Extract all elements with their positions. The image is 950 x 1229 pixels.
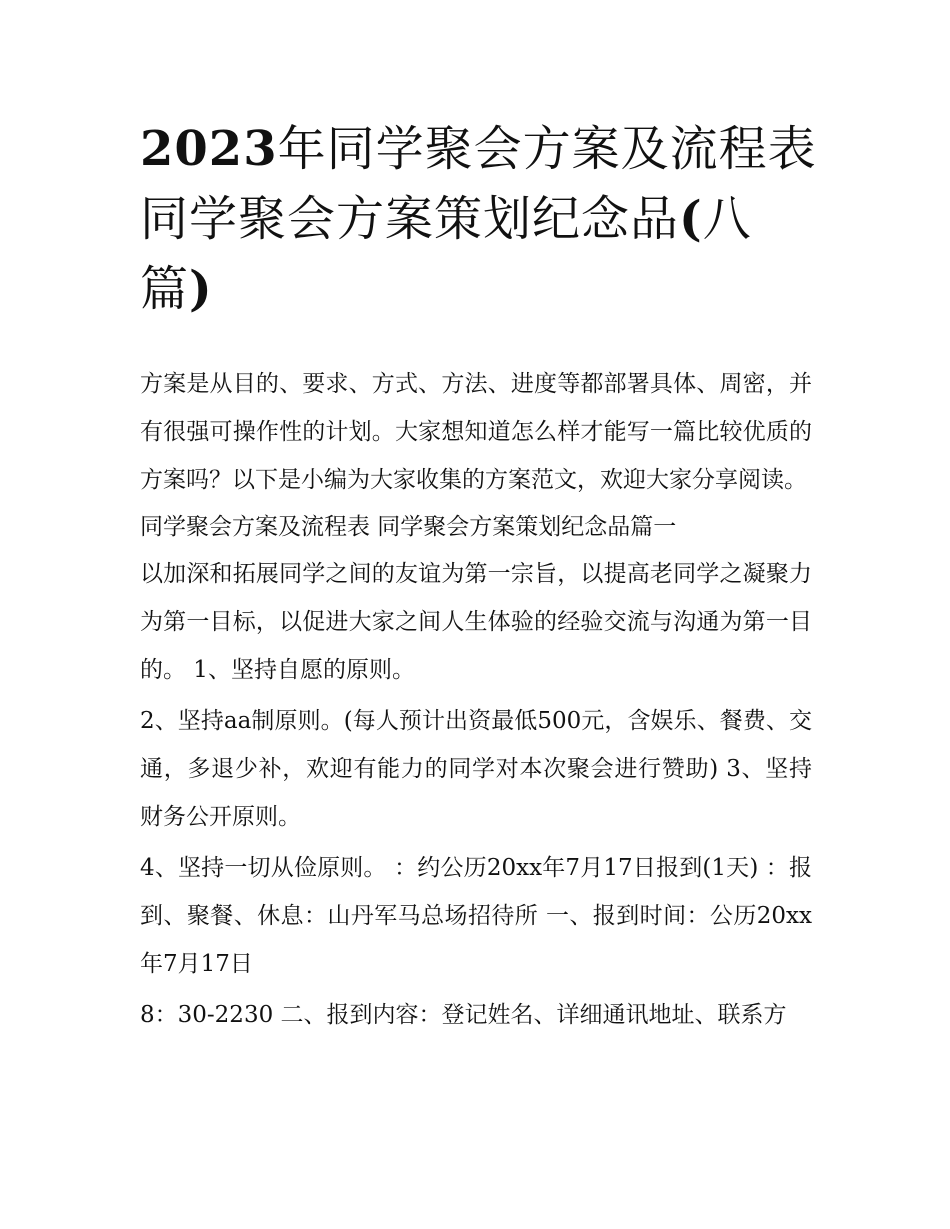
title-paren-close: ) (189, 261, 213, 317)
title-main: 年同学聚会方案及流程表 同学聚会方案策划纪念品 (140, 121, 817, 247)
section-heading: 同学聚会方案及流程表 同学聚会方案策划纪念品篇一 (140, 514, 677, 540)
registration-paragraph: 8：30-2230 二、报到内容：登记姓名、详细通讯地址、联系方 (140, 1002, 787, 1028)
title-year: 2023 (140, 121, 278, 177)
title-tail: 八篇 (140, 191, 752, 317)
intro-paragraph: 方案是从目的、要求、方式、方法、进度等都部署具体、周密，并有很强可操作性的计划。大家想知道怎么样才能写一篇比较优质的方案吗？以下是小编为大家收集的方案范文，欢迎大家分享阅读。 (140, 371, 812, 493)
title-paren-open: ( (679, 191, 703, 247)
document-body (140, 360, 812, 1042)
principle-paragraph: 2、坚持aa制原则。(每人预计出资最低500元，含娱乐、餐费、交通，多退少补，欢迎有能力的同学对本次聚会进行赞助) 3、坚持财务公开原则。 (140, 708, 812, 830)
purpose-paragraph: 以加深和拓展同学之间的友谊为第一宗旨，以提高老同学之凝聚力为第一目标，以促进大家之间人生体验的经验交流与沟通为第一目的。 1、坚持自愿的原则。 (140, 561, 812, 683)
schedule-paragraph: 4、坚持一切从俭原则。 ：约公历20xx年7月17日报到(1天) ：报到、聚餐、休息：山丹军马总场招待所 一、报到时间：公历20xx年7月17日 (140, 855, 812, 977)
document-title (140, 114, 820, 324)
